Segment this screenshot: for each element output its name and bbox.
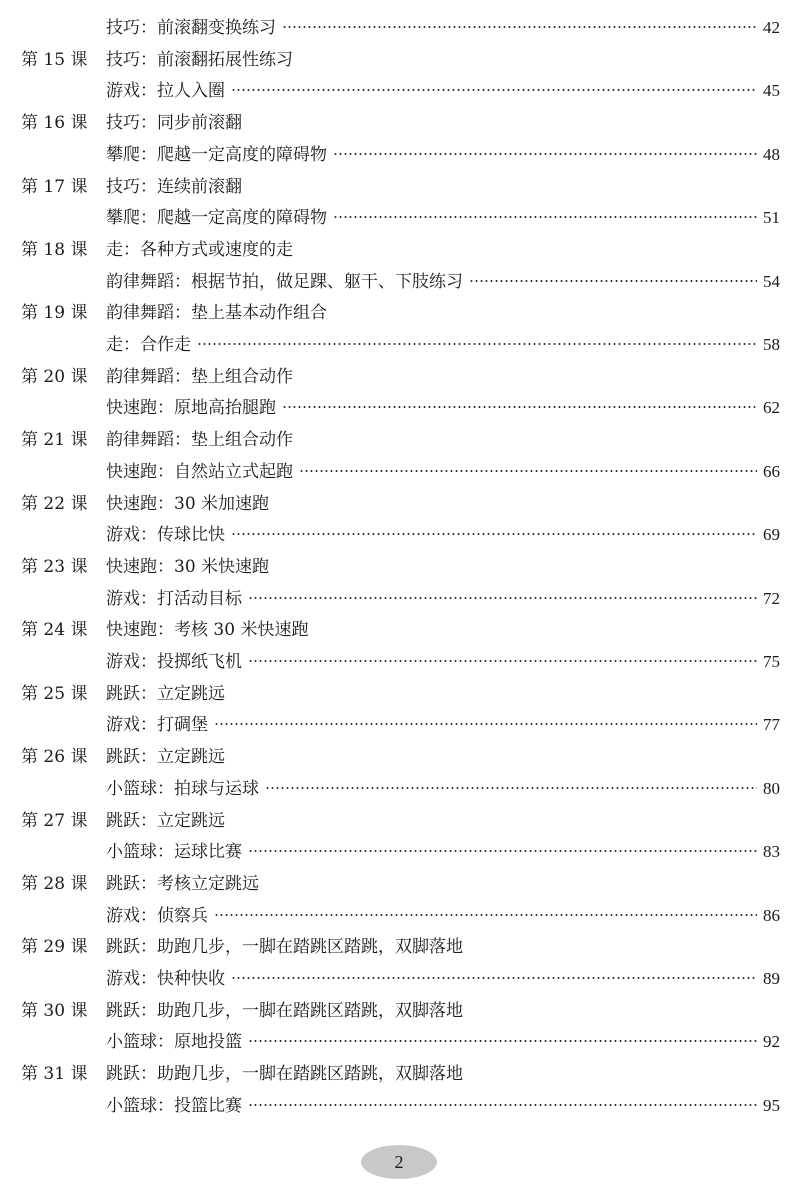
toc-row	[0, 551, 800, 583]
lesson-topic: 跳跃：立定跳远	[106, 683, 225, 704]
lesson-topic: 技巧：同步前滚翻	[106, 113, 242, 134]
lesson-topic: 韵律舞蹈：垫上基本动作组合	[106, 303, 327, 324]
lesson-topic: 游戏：打活动目标	[106, 588, 242, 609]
dot-leader	[231, 977, 757, 979]
lesson-topic: 韵律舞蹈：垫上组合动作	[106, 366, 293, 387]
lesson-topic: 小篮球：投篮比赛	[106, 1095, 242, 1116]
lesson-topic: 游戏：快种快收	[106, 969, 225, 989]
dot-leader	[214, 914, 757, 916]
lesson-topic: 跳跃：立定跳远	[106, 747, 225, 768]
lesson-topic: 跳跃：立定跳远	[106, 810, 225, 831]
toc-row	[0, 1090, 800, 1122]
dot-leader	[231, 533, 757, 535]
lesson-number: 第 24 课	[21, 620, 88, 641]
lesson-number: 第 22 课	[21, 493, 88, 514]
lesson-number: 第 21 课	[21, 430, 88, 451]
lesson-topic: 技巧：连续前滚翻	[106, 176, 242, 197]
lesson-number: 第 27 课	[21, 810, 88, 831]
lesson-topic: 快速跑：原地高抬腿跑	[106, 398, 276, 419]
toc-entry	[106, 266, 780, 298]
lesson-topic: 小篮球：原地投篮	[106, 1032, 242, 1053]
toc-row	[0, 995, 800, 1027]
toc-row	[0, 171, 800, 203]
toc-row	[0, 836, 800, 868]
dot-leader	[214, 723, 757, 725]
toc-page-number: 62	[763, 398, 780, 418]
dot-leader	[197, 343, 757, 345]
lesson-topic: 游戏：拉人入圈	[106, 81, 225, 102]
toc-page-number: 86	[763, 905, 780, 925]
toc-row	[0, 646, 800, 678]
toc-page-number: 75	[763, 652, 780, 671]
dot-leader	[265, 787, 757, 789]
toc-entry	[106, 741, 780, 773]
toc-page-number: 58	[763, 335, 780, 354]
toc-row	[0, 519, 800, 551]
toc-entry	[106, 361, 780, 393]
toc-page-number: 80	[763, 778, 780, 798]
toc-page-number: 77	[763, 715, 780, 735]
lesson-topic: 快速跑：考核 30 米快速跑	[106, 620, 309, 641]
dot-leader	[248, 1104, 757, 1106]
toc-page-number: 69	[763, 525, 780, 545]
toc-page-number: 72	[763, 588, 780, 608]
dot-leader	[282, 406, 757, 408]
lesson-topic: 快速跑：30 米加速跑	[106, 493, 270, 514]
lesson-topic: 技巧：前滚翻变换练习	[106, 18, 276, 38]
toc-entry	[106, 392, 780, 424]
toc-entry	[106, 139, 780, 171]
toc-row	[0, 297, 800, 329]
toc-entry	[106, 107, 780, 139]
toc-page-number: 45	[763, 81, 780, 101]
lesson-number: 第 26 课	[21, 747, 88, 768]
lesson-topic: 走：合作走	[106, 335, 191, 355]
toc-entry	[106, 75, 780, 107]
toc-entry	[106, 614, 780, 646]
toc-row	[0, 424, 800, 456]
toc-row	[0, 75, 800, 107]
toc-row	[0, 202, 800, 234]
lesson-topic: 小篮球：拍球与运球	[106, 778, 259, 799]
toc-entry	[106, 297, 780, 329]
dot-leader	[469, 280, 757, 282]
dot-leader	[333, 153, 757, 155]
lesson-topic: 快速跑：30 米快速跑	[106, 556, 270, 577]
dot-leader	[248, 1040, 757, 1042]
lesson-topic: 攀爬：爬越一定高度的障碍物	[106, 208, 327, 229]
toc-page-number: 95	[763, 1095, 780, 1115]
lesson-topic: 游戏：传球比快	[106, 525, 225, 546]
lesson-number: 第 15 课	[21, 49, 88, 70]
toc-entry	[106, 931, 780, 963]
lesson-topic: 小篮球：运球比赛	[106, 842, 242, 863]
toc-row	[0, 12, 800, 44]
toc-entry	[106, 424, 780, 456]
toc-row	[0, 773, 800, 805]
lesson-topic: 韵律舞蹈：根据节拍，做足踝、躯干、下肢练习	[106, 271, 463, 292]
toc-entry	[106, 171, 780, 203]
lesson-topic: 韵律舞蹈：垫上组合动作	[106, 430, 293, 451]
lesson-number: 第 20 课	[21, 366, 88, 387]
toc-entry	[106, 678, 780, 710]
toc-row	[0, 614, 800, 646]
toc-row	[0, 1026, 800, 1058]
toc-entry	[106, 836, 780, 868]
toc-row	[0, 868, 800, 900]
dot-leader	[231, 89, 757, 91]
toc-row	[0, 1058, 800, 1090]
lesson-topic: 跳跃：助跑几步，一脚在踏跳区踏跳，双脚落地	[106, 1064, 463, 1085]
toc-row	[0, 678, 800, 710]
lesson-topic: 快速跑：自然站立式起跑	[106, 461, 293, 482]
toc-entry	[106, 1058, 780, 1090]
toc-entry	[106, 868, 780, 900]
toc-row	[0, 583, 800, 615]
lesson-number: 第 16 课	[21, 113, 88, 134]
toc-row	[0, 900, 800, 932]
toc-entry	[106, 963, 780, 995]
lesson-number: 第 25 课	[21, 683, 88, 704]
toc-row	[0, 488, 800, 520]
lesson-topic: 游戏：投掷纸飞机	[106, 652, 242, 672]
toc-entry	[106, 456, 780, 488]
toc-page-number: 83	[763, 842, 780, 862]
toc-row	[0, 931, 800, 963]
toc-row	[0, 44, 800, 76]
toc-entry	[106, 519, 780, 551]
dot-leader	[282, 26, 757, 28]
dot-leader	[299, 470, 757, 472]
toc-row	[0, 234, 800, 266]
toc-row	[0, 329, 800, 361]
toc-entry	[106, 44, 780, 76]
toc-entry	[106, 646, 780, 678]
toc-page-number: 51	[763, 208, 780, 228]
toc-entry	[106, 12, 780, 44]
toc-entry	[106, 234, 780, 266]
toc-entry	[106, 709, 780, 741]
toc-entry	[106, 583, 780, 615]
lesson-number: 第 23 课	[21, 556, 88, 577]
toc-entry	[106, 1026, 780, 1058]
toc-page-number: 48	[763, 144, 780, 164]
page-number: 2	[394, 1151, 404, 1172]
toc-row	[0, 456, 800, 488]
lesson-topic: 游戏：打碉堡	[106, 715, 208, 736]
lesson-number: 第 28 课	[21, 873, 88, 894]
lesson-topic: 跳跃：考核立定跳远	[106, 873, 259, 894]
lesson-number: 第 31 课	[21, 1064, 88, 1085]
toc-entry	[106, 551, 780, 583]
toc-entry	[106, 1090, 780, 1122]
lesson-topic: 游戏：侦察兵	[106, 905, 208, 926]
lesson-topic: 攀爬：爬越一定高度的障碍物	[106, 144, 327, 165]
toc-page-number: 92	[763, 1032, 780, 1052]
page-number-badge	[361, 1145, 437, 1179]
toc-row	[0, 139, 800, 171]
lesson-topic: 走：各种方式或速度的走	[106, 239, 293, 260]
dot-leader	[333, 216, 757, 218]
dot-leader	[248, 660, 757, 662]
dot-leader	[248, 850, 757, 852]
lesson-topic: 技巧：前滚翻拓展性练习	[106, 49, 293, 70]
toc-entry	[106, 773, 780, 805]
toc-row	[0, 963, 800, 995]
lesson-number: 第 30 课	[21, 1000, 88, 1021]
toc-row	[0, 361, 800, 393]
toc-page-number: 89	[763, 969, 780, 988]
toc-entry	[106, 329, 780, 361]
toc-row	[0, 709, 800, 741]
toc-entry	[106, 202, 780, 234]
lesson-number: 第 29 课	[21, 937, 88, 958]
lesson-number: 第 19 课	[21, 303, 88, 324]
lesson-topic: 跳跃：助跑几步，一脚在踏跳区踏跳，双脚落地	[106, 937, 463, 958]
lesson-number: 第 18 课	[21, 239, 88, 260]
toc-page-number: 42	[763, 18, 780, 37]
toc-entry	[106, 900, 780, 932]
toc-entry	[106, 805, 780, 837]
toc-row	[0, 741, 800, 773]
toc-entry	[106, 995, 780, 1027]
lesson-number: 第 17 课	[21, 176, 88, 197]
toc-page-number: 54	[763, 271, 780, 291]
toc-row	[0, 392, 800, 424]
dot-leader	[248, 597, 757, 599]
toc-page-number: 66	[763, 461, 780, 481]
toc-row	[0, 266, 800, 298]
toc-entry	[106, 488, 780, 520]
lesson-topic: 跳跃：助跑几步，一脚在踏跳区踏跳，双脚落地	[106, 1000, 463, 1021]
toc-row	[0, 805, 800, 837]
toc-row	[0, 107, 800, 139]
